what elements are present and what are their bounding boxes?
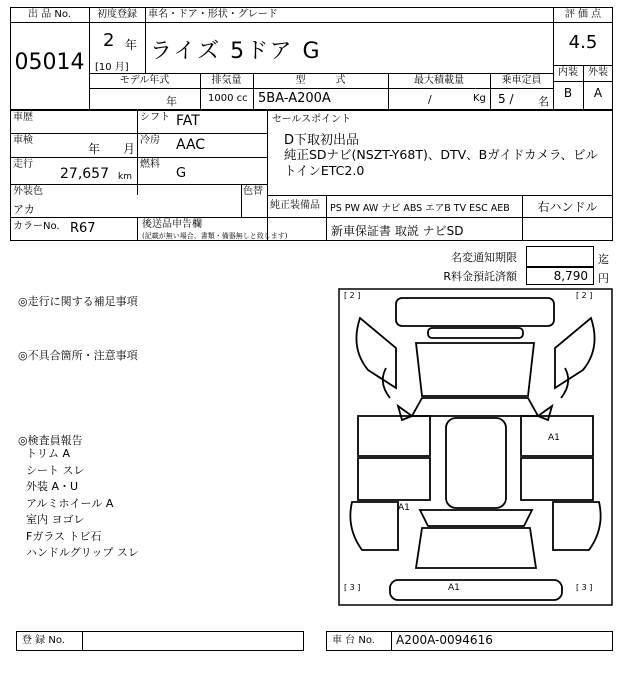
equipment: PS PW AW ナビ ABS エアB TV ESC AEB: [330, 203, 510, 214]
left-rear-quarter: [350, 502, 398, 550]
damage-mark-left: A1: [398, 503, 410, 513]
sales-point-line1: D下取初出品: [284, 133, 360, 148]
history-label: 車歴: [13, 112, 33, 123]
front-grille: [428, 328, 523, 338]
model-type: 5BA-A200A: [258, 91, 331, 106]
displacement: 1000 cc: [208, 93, 248, 104]
interior-label: 内装: [558, 67, 578, 78]
sales-point-line2: 純正SDナビ(NSZT-Y68T)、DTV、Bガイドカメラ、ビル: [284, 147, 598, 162]
deadline-unit: 迄: [598, 253, 609, 266]
ac-label: 冷房: [140, 135, 160, 146]
top-left-tag: [ 2 ]: [344, 291, 361, 300]
max-load-label: 最大積載量: [414, 75, 464, 86]
recycle-label: R料金預託済額: [443, 270, 517, 283]
aftermarket-label: 後送品申告欄: [142, 219, 202, 230]
exterior-label: 外装: [588, 67, 608, 78]
equipment-label: 純正装備品: [270, 200, 320, 211]
lot-no-label: 出 品 No.: [28, 9, 71, 20]
sales-point-line3: トインETC2.0: [284, 163, 365, 178]
lot-no: 05014: [14, 50, 85, 75]
model-name-label: 車名・ドア・形状・グレード: [148, 9, 278, 20]
inspection-year-unit: 年: [88, 142, 101, 156]
bottom-left-tag: [ 3 ]: [344, 583, 361, 592]
deadline-box: [526, 246, 594, 267]
max-load-sep: /: [428, 93, 432, 106]
fuel: G: [176, 166, 187, 181]
inspector-item: アルミホイール A: [26, 496, 114, 510]
inspector-item: シート スレ: [26, 463, 85, 477]
warranty: 新車保証書 取説 ナビSD: [331, 224, 464, 238]
rear-window: [420, 510, 532, 526]
exterior-color: アカ: [13, 203, 35, 216]
left-front-door: [358, 416, 430, 456]
model-year-label: モデル年式: [119, 75, 170, 86]
color-no: R67: [70, 221, 96, 236]
recycle-amount: 8,790: [553, 269, 588, 283]
model-name: ライズ 5ドア G: [150, 39, 322, 64]
reg-no-label: 登 録 No.: [22, 635, 65, 646]
left-rear-door: [358, 458, 430, 500]
score-label: 評 価 点: [564, 9, 602, 20]
mileage-label: 走行: [13, 159, 33, 170]
rear-hatch: [416, 528, 536, 568]
ac: AAC: [176, 137, 206, 153]
inspection-month-unit: 月: [123, 142, 136, 156]
first-reg-month: [10 月]: [95, 62, 129, 73]
front-bumper: [396, 298, 554, 326]
defects-label: ◎不具合箇所・注意事項: [18, 349, 138, 362]
shift: FAT: [176, 113, 200, 129]
bottom-right-tag: [ 3 ]: [576, 583, 593, 592]
score: 4.5: [568, 32, 598, 53]
inspector-item: 室内 ヨゴレ: [26, 513, 85, 526]
type-label: 型 式: [295, 75, 346, 86]
chassis-no: A200A-0094616: [396, 633, 493, 647]
capacity-label: 乗車定員: [501, 75, 542, 86]
color-change-label: 色替: [243, 186, 263, 197]
front-right-wing: [555, 318, 595, 388]
first-reg-year: 2: [103, 30, 115, 51]
right-rear-quarter: [553, 502, 601, 550]
damage-mark-right: A1: [548, 433, 560, 443]
mileage-unit: km: [118, 172, 132, 182]
displacement-label: 排気量: [211, 75, 242, 86]
mileage: 27,657: [60, 166, 109, 182]
steering: 右ハンドル: [537, 200, 598, 214]
sales-point-label: セールスポイント: [272, 114, 352, 125]
interior-grade: B: [563, 86, 573, 100]
capacity-unit: 名: [538, 95, 549, 108]
max-load-unit: Kg: [473, 93, 486, 104]
car-diagram: [338, 288, 613, 606]
capacity: 5 /: [498, 92, 514, 106]
inspector-items: [26, 446, 139, 562]
damage-mark-rear: A1: [448, 583, 460, 593]
inspector-item: 外装 A・U: [26, 480, 79, 493]
inspection-label: 車検: [13, 135, 33, 146]
recycle-unit: 円: [598, 272, 609, 285]
inspector-item: Fガラス トビ石: [26, 529, 102, 543]
driving-remarks-label: ◎走行に関する補足事項: [18, 295, 138, 308]
model-year-unit: 年: [166, 95, 177, 108]
fuel-label: 燃料: [140, 159, 160, 170]
right-rear-door: [521, 458, 593, 500]
left-mirror: [398, 406, 412, 420]
roof: [446, 418, 506, 508]
windshield: [412, 398, 538, 416]
first-reg-label: 初度登録: [97, 9, 137, 20]
right-mirror: [538, 406, 552, 420]
first-reg-year-unit: 年: [125, 38, 138, 52]
aftermarket-note: (記載が無い場合、書類・備器無しと致します): [142, 232, 288, 240]
deadline-label: 名変通知期限: [451, 251, 517, 264]
exterior-grade: A: [593, 86, 603, 100]
front-left-wing: [356, 318, 396, 388]
top-right-tag: [ 2 ]: [576, 291, 593, 300]
hood: [416, 343, 534, 396]
color-no-label: カラーNo.: [13, 221, 60, 232]
inspector-label: ◎検査員報告: [18, 434, 83, 447]
inspector-item: ハンドルグリップ スレ: [26, 546, 139, 559]
inspector-item: トリム A: [26, 447, 71, 460]
shift-label: シフト: [140, 112, 170, 123]
chassis-label: 車 台 No.: [332, 635, 375, 646]
rear-bumper: [390, 580, 562, 600]
exterior-color-label: 外装色: [13, 186, 43, 197]
